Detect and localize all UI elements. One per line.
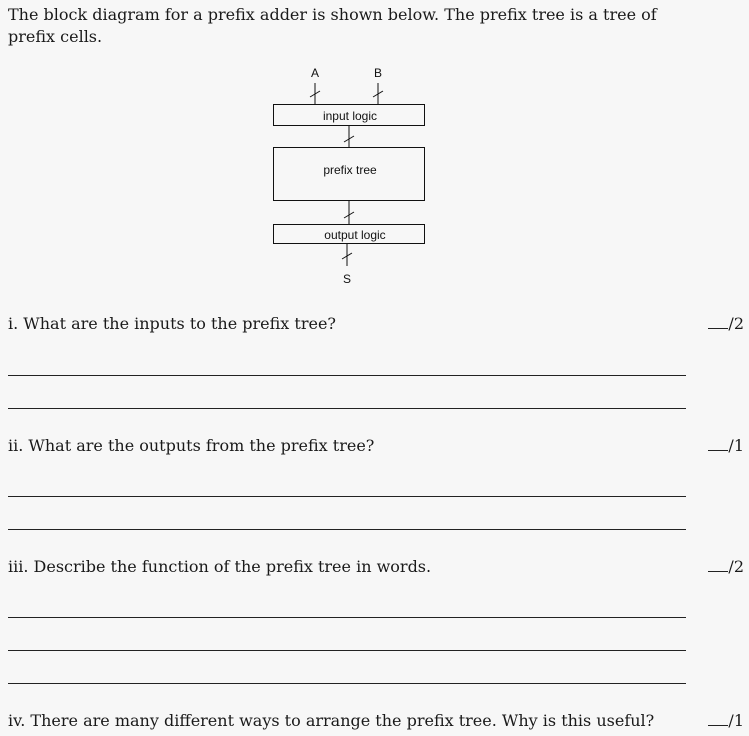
output-s-label: S xyxy=(342,272,352,286)
marks-blank[interactable] xyxy=(708,436,728,451)
question-2-marks: /1 xyxy=(708,436,744,456)
question-2-text: ii. What are the outputs from the prefix tree? xyxy=(8,436,375,455)
marks-blank[interactable] xyxy=(708,314,728,329)
prefix-adder-block-diagram xyxy=(0,0,749,300)
bus-tree-to-output xyxy=(344,201,354,224)
marks-blank[interactable] xyxy=(708,711,728,726)
input-logic-label: input logic xyxy=(322,109,378,123)
answer-line[interactable] xyxy=(8,529,686,530)
marks-blank[interactable] xyxy=(708,557,728,572)
answer-line[interactable] xyxy=(8,617,686,618)
question-3-text: iii. Describe the function of the prefix tree in words. xyxy=(8,557,432,576)
bus-b xyxy=(373,83,383,104)
bus-input-to-tree xyxy=(344,126,354,147)
answer-line[interactable] xyxy=(8,496,686,497)
question-1-marks: /2 xyxy=(708,314,744,334)
answer-line[interactable] xyxy=(8,375,686,376)
answer-line[interactable] xyxy=(8,683,686,684)
prefix-tree-label: prefix tree xyxy=(323,163,377,177)
question-4-marks: /1 xyxy=(708,711,744,731)
input-a-label: A xyxy=(310,66,320,80)
input-b-label: B xyxy=(373,66,383,80)
question-4-text: iv. There are many different ways to arrange the prefix tree. Why is this useful? xyxy=(8,711,655,730)
question-3-marks: /2 xyxy=(708,557,744,577)
bus-output-to-s xyxy=(342,244,352,266)
bus-a xyxy=(310,83,320,104)
answer-line[interactable] xyxy=(8,650,686,651)
intro-text: The block diagram for a prefix adder is shown below. The prefix tree is a tree of prefix cells. xyxy=(8,5,657,46)
output-logic-label: output logic xyxy=(324,228,386,242)
answer-line[interactable] xyxy=(8,408,686,409)
question-1-text: i. What are the inputs to the prefix tree? xyxy=(8,314,336,333)
